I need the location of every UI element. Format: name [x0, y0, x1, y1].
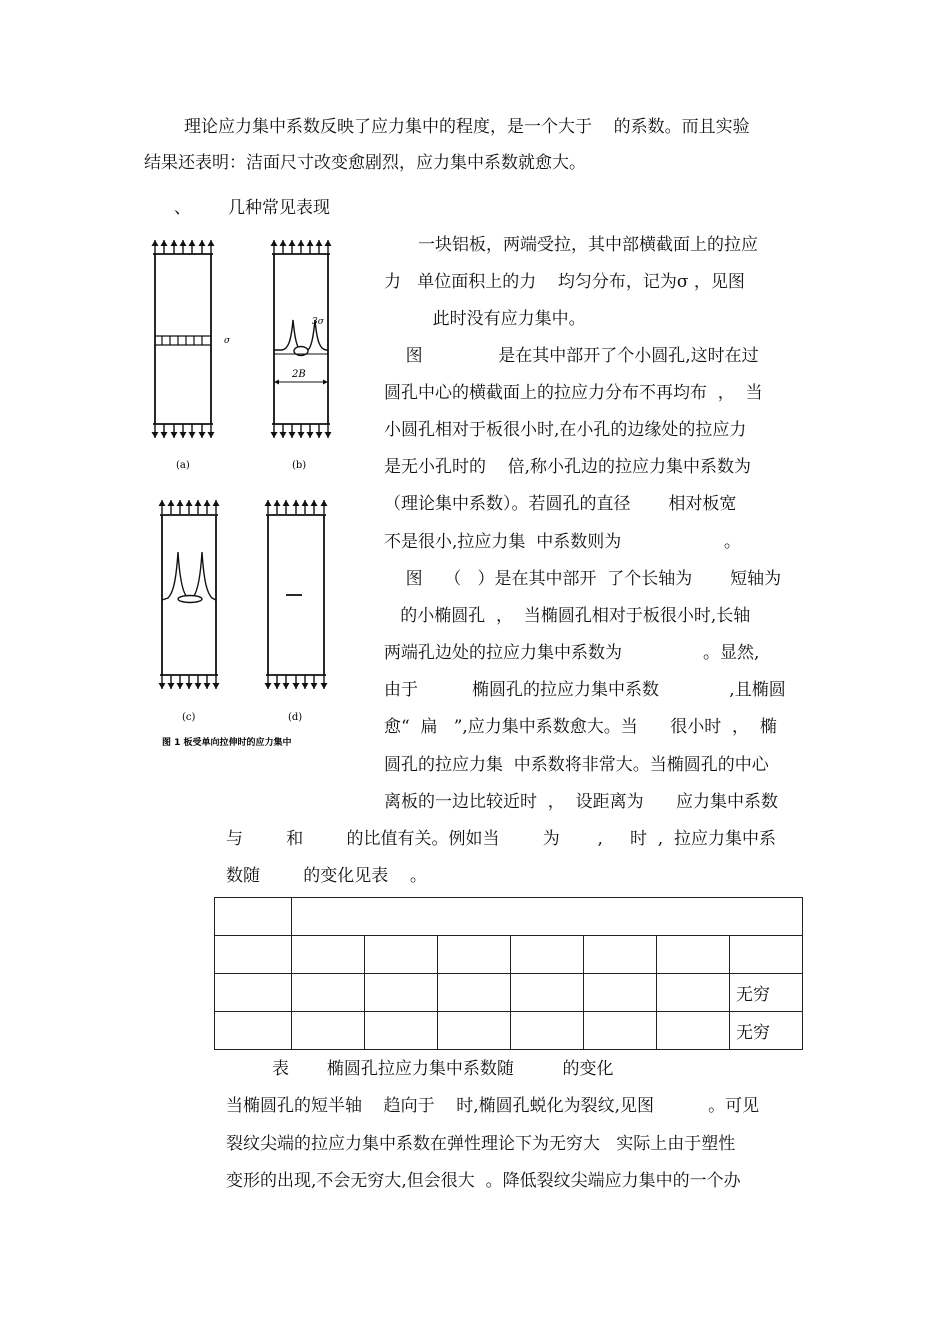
body-line: 裂纹尖端的拉应力集中系数在弹性理论下为无穷大 实际上由于塑性 [226, 1134, 736, 1154]
table-caption: 表 椭圆孔拉应力集中系数随 的变化 [272, 1059, 614, 1079]
panel-label-d: (d) [288, 712, 303, 723]
body-line: 图 是在其中部开了个小圆孔,这时在过 [384, 346, 759, 366]
table-cell [511, 1012, 584, 1050]
table-cell [438, 936, 511, 974]
stress-concentration-figure [140, 232, 370, 752]
body-line: 由于 椭圆孔的拉应力集中系数 ,且椭圆 [384, 680, 786, 700]
body-line: 力 单位面积上的力 均匀分布，记为σ ，见图 [384, 272, 745, 292]
table-cell [584, 974, 657, 1012]
table-cell [511, 936, 584, 974]
table-cell [365, 936, 438, 974]
body-line: 不是很小,拉应力集 中系数则为 。 [384, 532, 741, 552]
panel-label-c: (c) [182, 712, 196, 723]
panel-a [152, 240, 232, 471]
table-cell [215, 936, 292, 974]
table-cell [292, 898, 803, 936]
table-cell [730, 936, 803, 974]
body-line: 愈“ 扁 ”,应力集中系数愈大。当 很小时 ， 椭 [384, 717, 777, 737]
table-cell [365, 1012, 438, 1050]
body-line: 两端孔边处的拉应力集中系数为 。显然, [384, 643, 760, 663]
body-line: 圆孔的拉应力集 中系数将非常大。当椭圆孔的中心 [384, 755, 769, 775]
panel-b [271, 240, 332, 471]
body-line: 圆孔中心的横截面上的拉应力分布不再均布 ， 当 [384, 383, 763, 403]
width-label: 2B [292, 369, 306, 380]
body-line: 当椭圆孔的短半轴 趋向于 时,椭圆孔蜕化为裂纹,见图 。可见 [226, 1096, 760, 1116]
paragraph-line: 理论应力集中系数反映了应力集中的程度，是一个大于 的系数。而且实验 [184, 117, 750, 137]
table-row [215, 936, 803, 974]
table-cell [438, 1012, 511, 1050]
data-table [214, 897, 803, 1050]
table-cell [438, 974, 511, 1012]
table-cell [584, 1012, 657, 1050]
figure-caption: 图 1 板受单向拉伸时的应力集中 [162, 738, 292, 748]
panel-label-a: (a) [176, 460, 190, 471]
table-cell [657, 1012, 730, 1050]
table-cell [657, 974, 730, 1012]
section-title: 几种常见表现 [228, 198, 330, 218]
body-line: 数随 的变化见表 。 [226, 866, 427, 886]
table-cell [292, 936, 365, 974]
paragraph-line: 结果还表明：洁面尺寸改变愈剧烈，应力集中系数就愈大。 [144, 153, 586, 173]
body-line: 的小椭圆孔 ， 当椭圆孔相对于板很小时,长轴 [384, 606, 751, 626]
body-line: 此时没有应力集中。 [384, 309, 586, 329]
body-line: 离板的一边比较近时 ， 设距离为 应力集中系数 [384, 792, 779, 812]
table-row [215, 974, 803, 1012]
table-cell: 无穷 [730, 1012, 803, 1050]
panel-c [159, 500, 220, 723]
three-sigma-label: 3σ [312, 317, 324, 327]
table-cell: 无穷 [730, 974, 803, 1012]
panel-d [265, 500, 328, 723]
table-cell [657, 936, 730, 974]
body-line: （理论集中系数）。若圆孔的直径 相对板宽 [384, 494, 737, 514]
body-line: 一块铝板，两端受拉，其中部横截面上的拉应 [418, 235, 758, 255]
body-line: 是无小孔时的 倍,称小孔边的拉应力集中系数为 [384, 457, 752, 477]
table-cell [215, 1012, 292, 1050]
table-cell [292, 974, 365, 1012]
body-line: 变形的出现,不会无穷大,但会很大 。降低裂纹尖端应力集中的一个办 [226, 1171, 741, 1191]
table-cell [215, 898, 292, 936]
table-cell [215, 974, 292, 1012]
table-cell [365, 974, 438, 1012]
section-marker: 、 [174, 198, 191, 218]
body-line: 小圆孔相对于板很小时,在小孔的边缘处的拉应力 [384, 420, 747, 440]
body-line: 与 和 的比值有关。例如当 为 , 时 , 拉应力集中系 [226, 829, 776, 849]
body-line: 图 （ ）是在其中部开 了个长轴为 短轴为 [384, 569, 782, 589]
table-row [215, 898, 803, 936]
table-cell [292, 1012, 365, 1050]
table-cell [511, 974, 584, 1012]
table-cell [584, 936, 657, 974]
sigma-label: σ [224, 336, 231, 346]
table-row [215, 1012, 803, 1050]
panel-label-b: (b) [292, 460, 307, 471]
